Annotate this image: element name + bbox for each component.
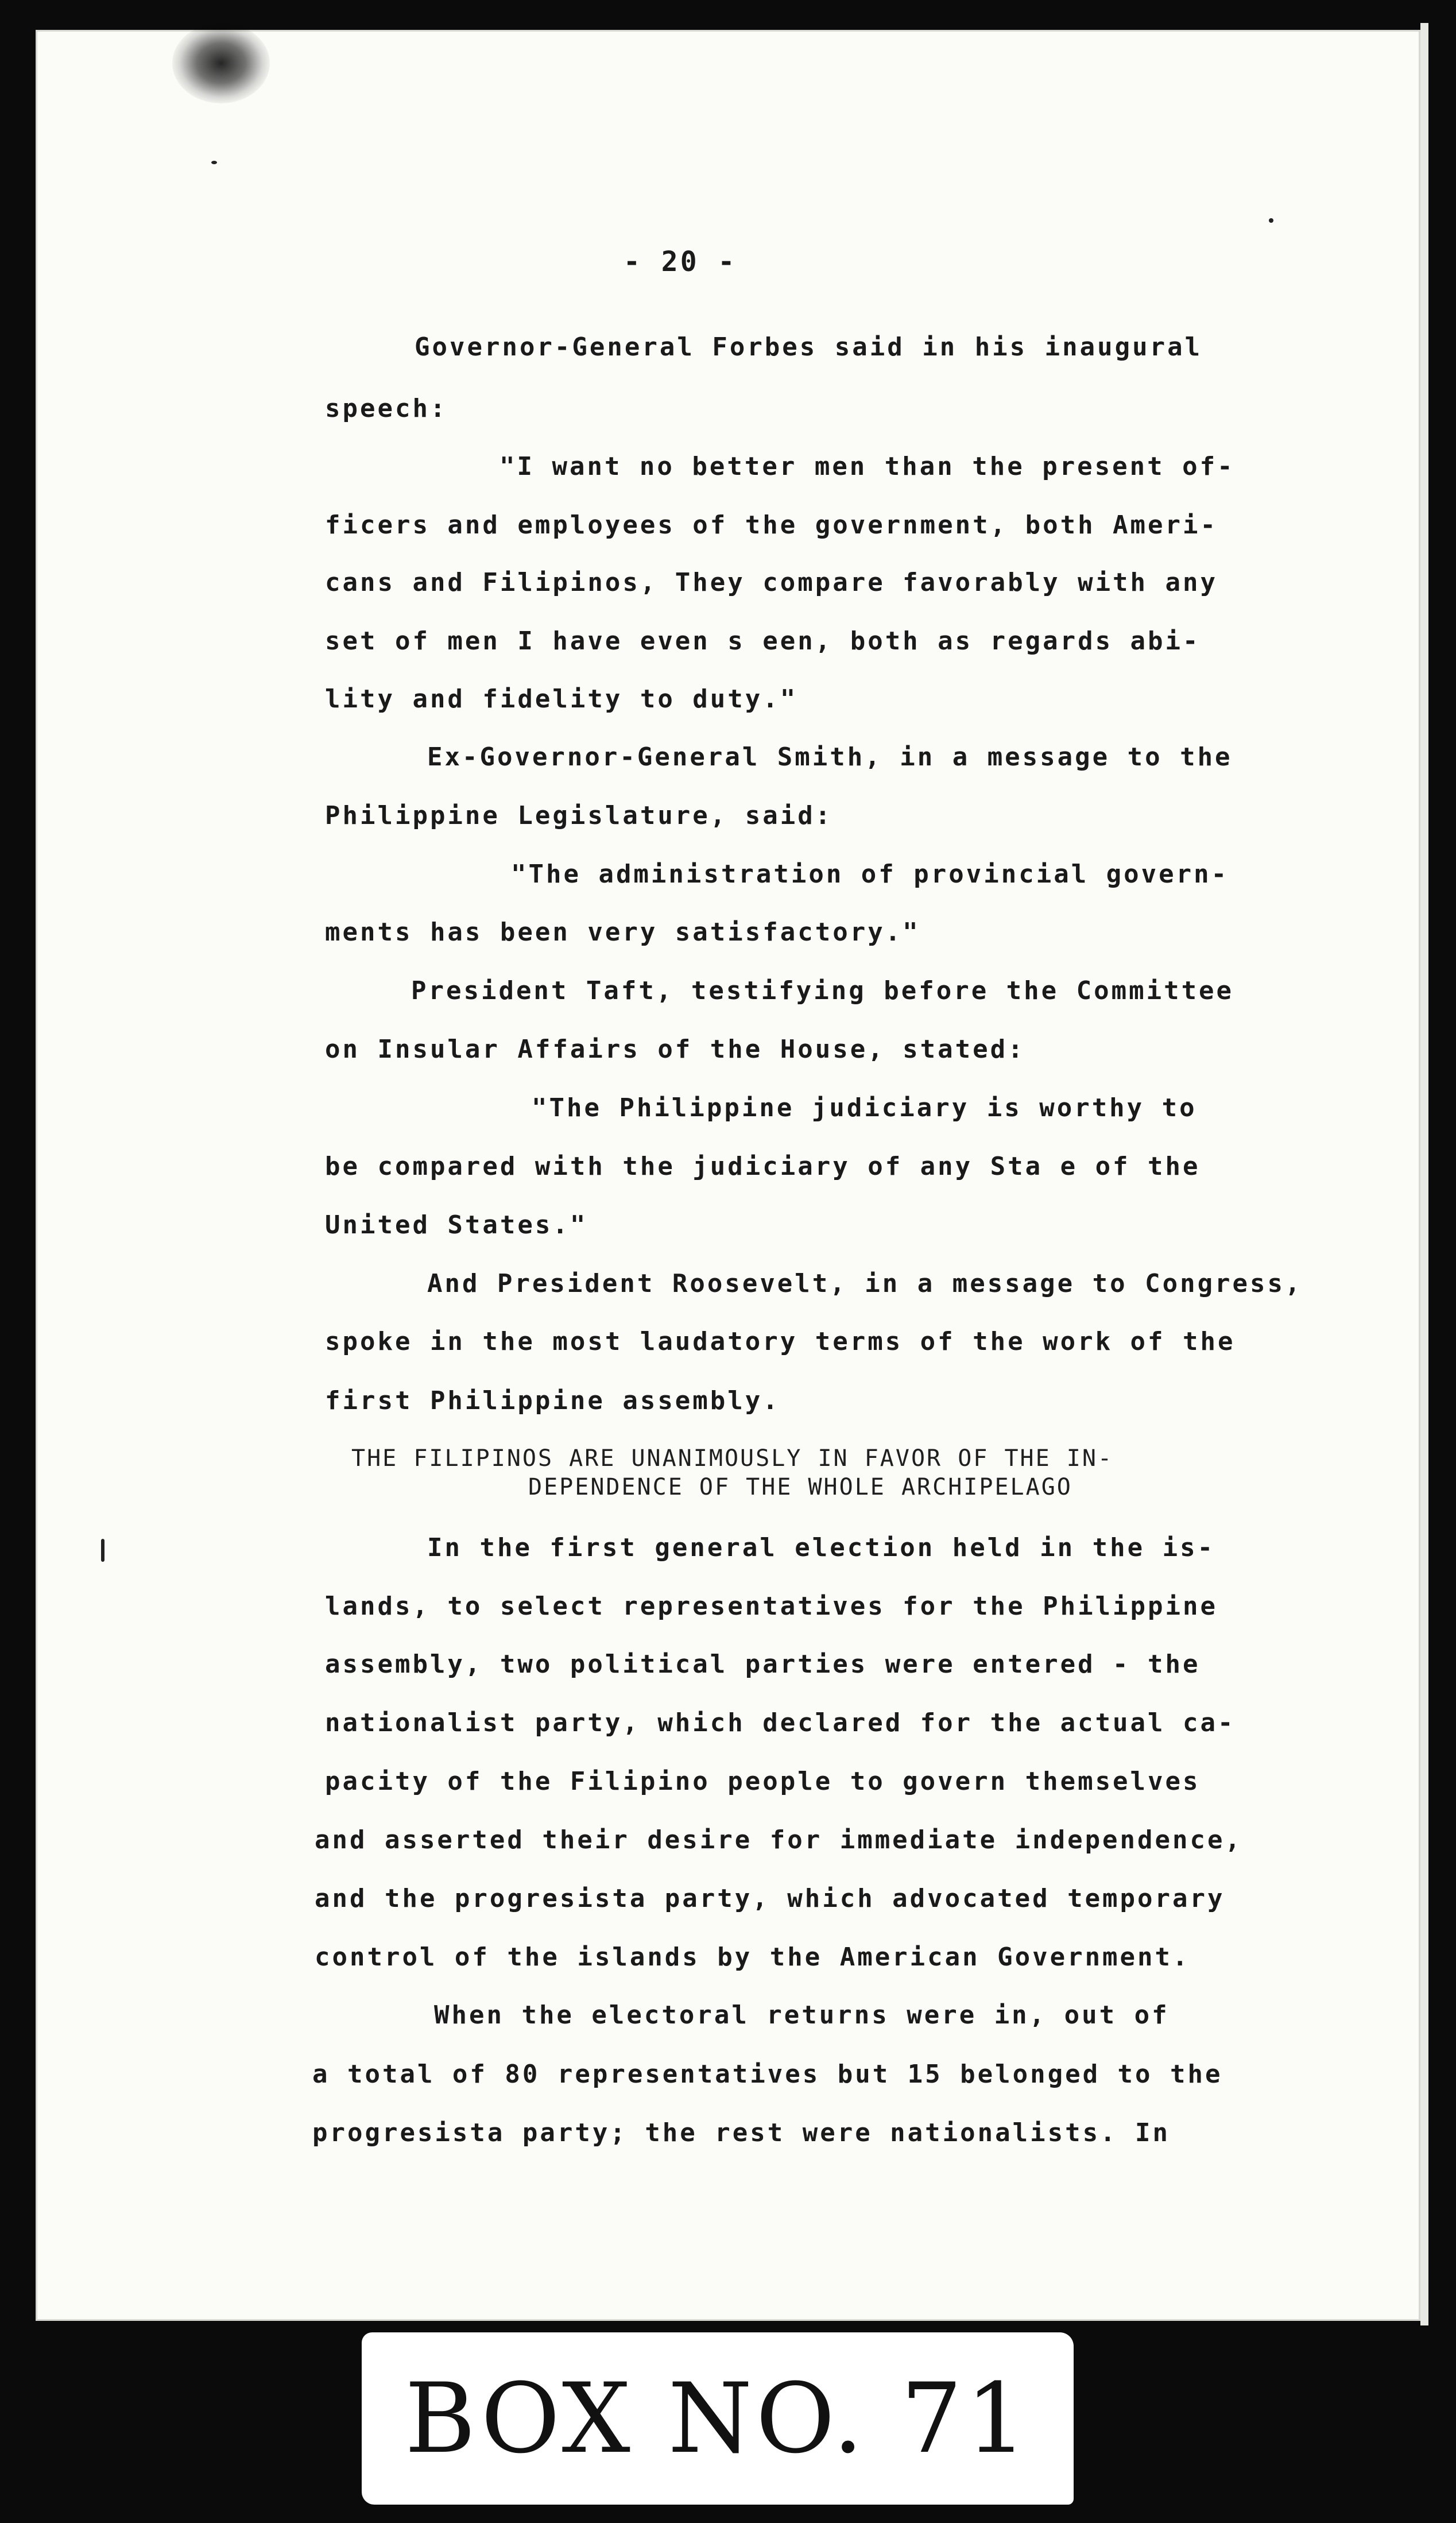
text-line: And President Roosevelt, in a message to Congress, bbox=[427, 1269, 1303, 1298]
text-line: and asserted their desire for immediate independence, bbox=[315, 1825, 1242, 1855]
section-heading-line-2: DEPENDENCE OF THE WHOLE ARCHIPELAGO bbox=[528, 1474, 1072, 1500]
section-heading-line-1: THE FILIPINOS ARE UNANIMOUSLY IN FAVOR OF THE IN- bbox=[351, 1445, 1114, 1472]
text-line: first Philippine assembly. bbox=[325, 1386, 780, 1415]
text-line: speech: bbox=[325, 394, 448, 423]
text-line: "The Philippine judiciary is worthy to bbox=[532, 1093, 1197, 1123]
text-line: Governor-General Forbes said in his inaugural bbox=[415, 332, 1203, 362]
text-line: Philippine Legislature, said: bbox=[325, 801, 833, 830]
text-line: President Taft, testifying before the Committee bbox=[411, 976, 1234, 1005]
text-line: be compared with the judiciary of any Sta e of the bbox=[325, 1152, 1201, 1181]
text-line: set of men I have even s een, both as regards abi- bbox=[325, 626, 1201, 656]
text-line: Ex-Governor-General Smith, in a message to the bbox=[427, 742, 1233, 772]
text-line: and the progresista party, which advocated temporary bbox=[315, 1884, 1225, 1913]
text-line: "I want no better men than the present of- bbox=[499, 452, 1235, 481]
text-line: progresista party; the rest were nationalists. In bbox=[312, 2118, 1171, 2147]
text-line: assembly, two political parties were entered - the bbox=[325, 1650, 1201, 1679]
text-line: control of the islands by the American Government. bbox=[315, 1942, 1190, 1972]
text-line: "The administration of provincial govern- bbox=[511, 860, 1229, 889]
text-line: pacity of the Filipino people to govern themselves bbox=[325, 1767, 1201, 1796]
text-line: cans and Filipinos, They compare favorably with any bbox=[325, 568, 1218, 597]
page-number: - 20 - bbox=[624, 246, 737, 278]
text-line: In the first general election held in the is- bbox=[427, 1533, 1215, 1562]
text-line: on Insular Affairs of the House, stated: bbox=[325, 1035, 1025, 1064]
text-line: spoke in the most laudatory terms of the work of the bbox=[325, 1327, 1236, 1356]
text-line: a total of 80 representatives but 15 belonged to the bbox=[312, 2060, 1223, 2089]
text-line: ficers and employees of the government, both Ameri- bbox=[325, 510, 1218, 540]
text-line: lity and fidelity to duty." bbox=[325, 684, 798, 714]
text-line: United States." bbox=[325, 1210, 588, 1240]
text-line: nationalist party, which declared for the actual ca- bbox=[325, 1708, 1236, 1738]
box-number-label bbox=[362, 2332, 1074, 2505]
text-line: When the electoral returns were in, out of bbox=[434, 2000, 1170, 2030]
box-number-text: BOX NO. 71 bbox=[405, 2362, 1031, 2475]
text-line: ments has been very satisfactory." bbox=[325, 918, 920, 947]
text-line: lands, to select representatives for the Philippine bbox=[325, 1592, 1218, 1621]
